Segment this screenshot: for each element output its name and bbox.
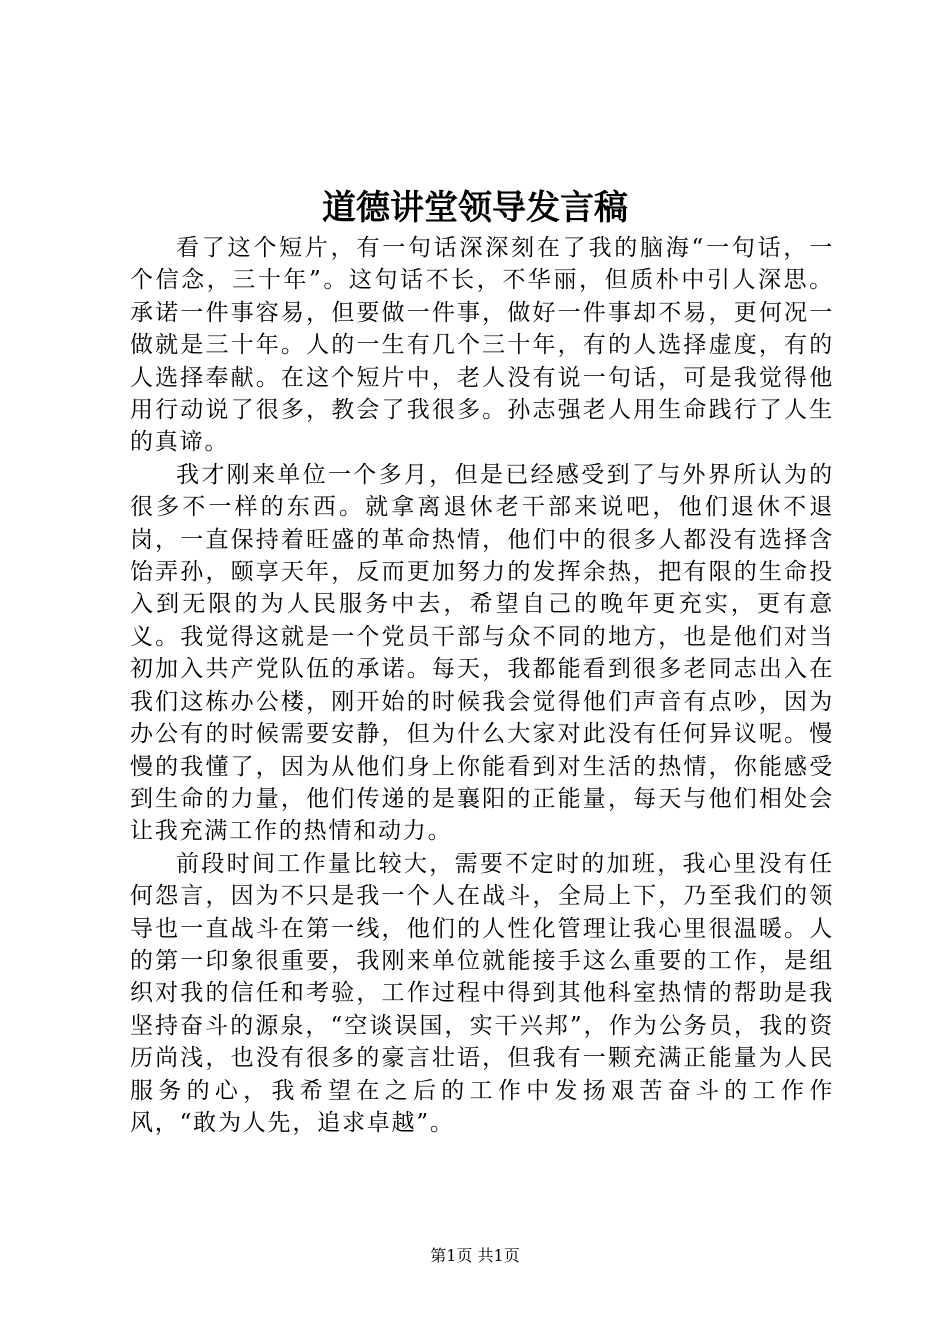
paragraph-1: 看了这个短片，有一句话深深刻在了我的脑海“一句话，一个信念，三十年”。这句话不长，不华丽，但质朴中引人深思。承诺一件事容易，但要做一件事，做好一件事却不易，更何况一做就是三十年。人的一生有几个三十年，有的人选择虚度，有的人选择奉献。在这个短片中，老人没有说一句话，可是我觉得他用行动说了很多，教会了我很多。孙志强老人用生命践行了人生的真谛。 <box>130 235 834 456</box>
document-body <box>130 232 834 1139</box>
document-title: 道德讲堂领导发言稿 <box>322 188 628 228</box>
paragraph-2: 我才刚来单位一个多月，但是已经感受到了与外界所认为的很多不一样的东西。就拿离退休老干部来说吧，他们退休不退岗，一直保持着旺盛的革命热情，他们中的很多人都没有选择含饴弄孙，颐享天年，反而更加努力的发挥余热，把有限的生命投入到无限的为人民服务中去，希望自己的晚年更充实，更有意义。我觉得这就是一个党员干部与众不同的地方，也是他们对当初加入共产党队伍的承诺。每天，我都能看到很多老同志出入在我们这栋办公楼，刚开始的时候我会觉得他们声音有点吵，因为办公有的时候需要安静，但为什么大家对此没有任何异议呢。慢慢的我懂了，因为从他们身上你能看到对生活的热情，你能感受到生命的力量，他们传递的是襄阳的正能量，每天与他们相处会让我充满工作的热情和动力。 <box>130 461 834 845</box>
page-footer: 第1页 共1页 <box>430 1246 520 1265</box>
paragraph-3: 前段时间工作量比较大，需要不定时的加班，我心里没有任何怨言，因为不只是我一个人在战斗，全局上下，乃至我们的领导也一直战斗在第一线，他们的人性化管理让我心里很温暖。人的第一印象很重要，我刚来单位就能接手这么重要的工作，是组织对我的信任和考验，工作过程中得到其他科室热情的帮助是我坚持奋斗的源泉，“空谈误国，实干兴邦”，作为公务员，我的资历尚浅，也没有很多的豪言壮语，但我有一颗充满正能量为人民服务的心，我希望在之后的工作中发扬艰苦奋斗的工作作风，“敢为人先，追求卓越”。 <box>130 850 834 1136</box>
